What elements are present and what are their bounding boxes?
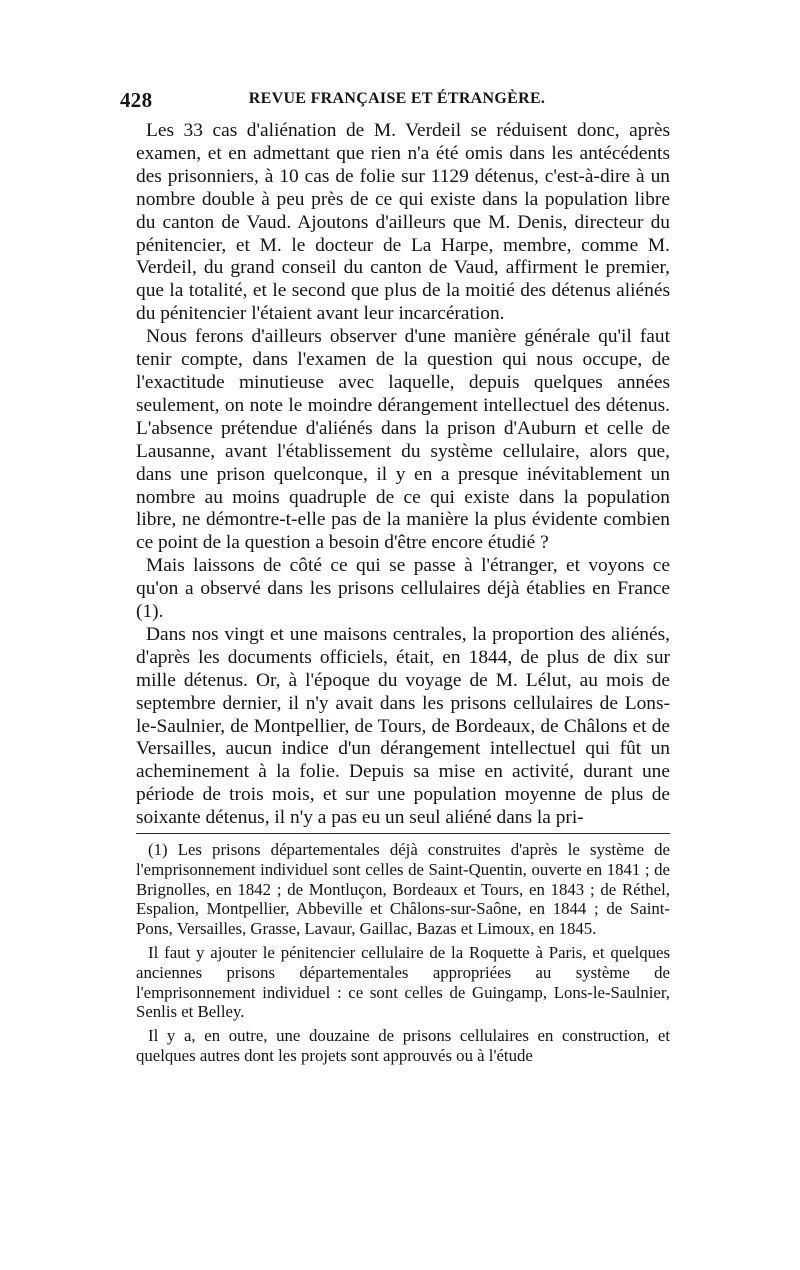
footnote: Il y a, en outre, une douzaine de prisons cellulaires en construction, et quelques autres dont les projets sont approuvés ou à l'étude xyxy=(136,1026,670,1065)
footnote-divider xyxy=(136,833,670,834)
page-number: 428 xyxy=(120,88,153,112)
paragraph: Mais laissons de côté ce qui se passe à l'étranger, et voyons ce qu'on a observé dans les prisons cellulaires déjà établies en France (1). xyxy=(136,555,670,623)
paragraph: Les 33 cas d'aliénation de M. Verdeil se réduisent donc, après examen, et en admettant que rien n'a été omis dans les antécédents des prisonniers, à 10 cas de folie sur 1129 détenus, c'est-à-dire à un nombre double à peu près de ce qui existe dans la population libre du canton de Vaud. Ajoutons d'ailleurs que M. Denis, directeur du pénitencier, et M. le docteur de La Harpe, membre, comme M. Verdeil, du grand conseil du canton de Vaud, affirment le premier, que la totalité, et le second que plus de la moitié des détenus aliénés du pénitencier l'étaient avant leur incarcération. xyxy=(136,120,670,325)
main-text xyxy=(136,120,670,830)
footnotes xyxy=(136,840,670,1070)
running-title: REVUE FRANÇAISE ET ÉTRANGÈRE. xyxy=(248,90,546,107)
paragraph: Dans nos vingt et une maisons centrales, la proportion des aliénés, d'après les documents officiels, était, en 1844, de plus de dix sur mille détenus. Or, à l'époque du voyage de M. Lélut, au mois de septembre dernier, il n'y avait dans les prisons cellulaires de Lons-le-Saulnier, de Montpellier, de Tours, de Bordeaux, de Châlons et de Versailles, aucun indice d'un dérangement intellectuel qui fût un acheminement à la folie. Depuis sa mise en activité, durant une période de trois mois, et sur une population moyenne de plus de soixante détenus, il n'y a pas eu un seul aliéné dans la pri- xyxy=(136,623,670,829)
footnote: (1) Les prisons départementales déjà construites d'après le système de l'emprisonnement individuel sont celles de Saint-Quentin, ouverte en 1841 ; de Brignolles, en 1842 ; de Montluçon, Bordeaux et Tours, en 1843 ; de Réthel, Espalion, Montpellier, Abbeville et Châlons-sur-Saône, en 1844 ; de Saint-Pons, Versailles, Grasse, Lavaur, Gaillac, Bazas et Limoux, en 1845. xyxy=(136,840,670,939)
footnote: Il faut y ajouter le pénitencier cellulaire de la Roquette à Paris, et quelques anciennes prisons départementales appropriées au système de l'emprisonnement individuel : ce sont celles de Guingamp, Lons-le-Saulnier, Senlis et Belley. xyxy=(136,942,670,1022)
page-header xyxy=(120,88,680,116)
paragraph: Nous ferons d'ailleurs observer d'une manière générale qu'il faut tenir compte, dans l'examen de la question qui nous occupe, de l'exactitude minutieuse avec laquelle, depuis quelques années seulement, on note le moindre dérangement intellectuel des détenus. L'absence prétendue d'aliénés dans la prison d'Auburn et celle de Lausanne, avant l'établissement du système cellulaire, alors que, dans une prison quelconque, il y en a presque inévitablement un nombre au moins quadruple de ce qui existe dans la population libre, ne démontre-t-elle pas de la manière la plus évidente combien ce point de la question a besoin d'être encore étudié ? xyxy=(136,326,670,554)
